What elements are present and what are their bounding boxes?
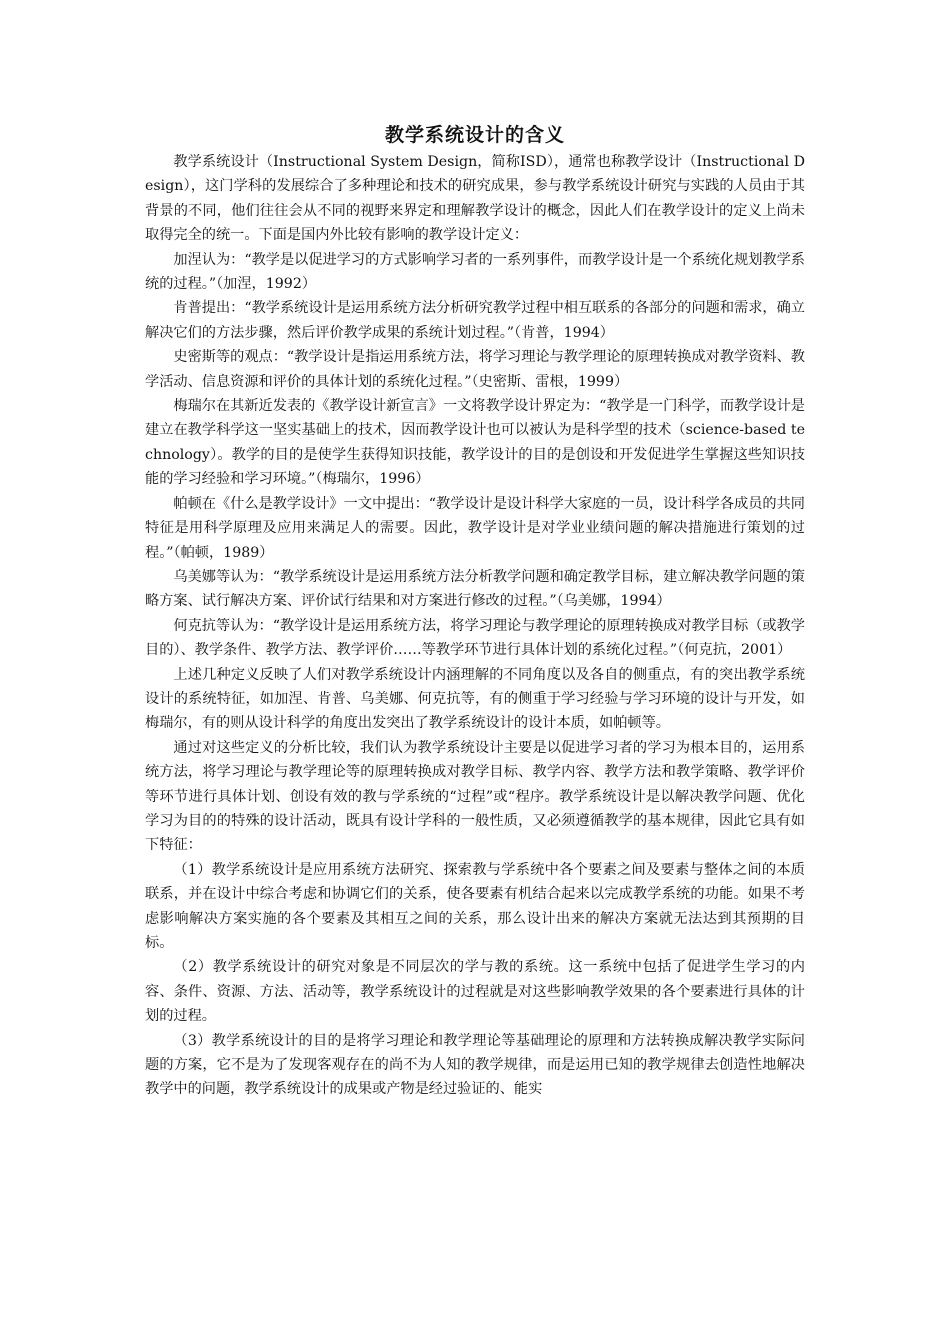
paragraph-merrill: 梅瑞尔在其新近发表的《教学设计新宣言》一文将教学设计界定为：“教学是一门科学，而教学设计是建立在教学科学这一坚实基础上的技术，因而教学设计也可以被认为是科学型的技术（science-based technology）。教学的目的是使学生获得知识技能，教学设计的目的是创设和开发促进学生掌握这些知识技能的学习经验和学习环境。”（梅瑞尔，1996） (145, 398, 805, 488)
paragraph-summary: 上述几种定义反映了人们对教学系统设计内涵理解的不同角度以及各自的侧重点，有的突出教学系统设计的系统特征，如加涅、肯普、乌美娜、何克抗等，有的侧重于学习经验与学习环境的设计与开发，如梅瑞尔，有的则从设计科学的角度出发突出了教学系统设计的设计本质，如帕顿等。 (145, 666, 805, 732)
paragraph-feature-3: （3）教学系统设计的目的是将学习理论和教学理论等基础理论的原理和方法转换成解决教学实际问题的方案，它不是为了发现客观存在的尚不为人知的教学规律，而是运用已知的教学规律去创造性地解决教学中的问题，教学系统设计的成果或产物是经过验证的、能实 (145, 1032, 805, 1098)
paragraph-wu-meina: 乌美娜等认为：“教学系统设计是运用系统方法分析教学问题和确定教学目标，建立解决教学问题的策略方案、试行解决方案、评价试行结果和对方案进行修改的过程。”（乌美娜，1994） (145, 568, 805, 610)
paragraph-patten: 帕顿在《什么是教学设计》一文中提出：“教学设计是设计科学大家庭的一员，设计科学各成员的共同特征是用科学原理及应用来满足人的需要。因此，教学设计是对学业业绩问题的解决措施进行策划的过程。”（帕顿，1989） (145, 495, 805, 561)
document-page (145, 120, 805, 1102)
document-title: 教学系统设计的含义 (384, 124, 565, 146)
paragraph-smith: 史密斯等的观点：“教学设计是指运用系统方法，将学习理论与教学理论的原理转换成对教学资料、教学活动、信息资源和评价的具体计划的系统化过程。”（史密斯、雷根，1999） (145, 349, 805, 390)
paragraph-gagne: 加涅认为：“教学是以促进学习的方式影响学习者的一系列事件，而教学设计是一个系统化规划教学系统的过程。”（加涅，1992） (145, 251, 805, 293)
paragraph-kemp: 肯普提出：“教学系统设计是运用系统方法分析研究教学过程中相互联系的各部分的问题和需求，确立解决它们的方法步骤，然后评价教学成果的系统计划过程。”（肯普，1994） (145, 300, 805, 341)
paragraph-feature-2: （2）教学系统设计的研究对象是不同层次的学与教的系统。这一系统中包括了促进学生学习的内容、条件、资源、方法、活动等，教学系统设计的过程就是对这些影响教学效果的各个要素进行具体的计划的过程。 (145, 959, 805, 1025)
paragraph-he-kekang: 何克抗等认为：“教学设计是运用系统方法，将学习理论与教学理论的原理转换成对教学目标（或教学目的）、教学条件、教学方法、教学评价……等教学环节进行具体计划的系统化过程。”（何克抗，2001） (145, 617, 805, 659)
paragraph-feature-1: （1）教学系统设计是应用系统方法研究、探索教与学系统中各个要素之间及要素与整体之间的本质联系，并在设计中综合考虑和协调它们的关系，使各要素有机结合起来以完成教学系统的功能。如果不考虑影响解决方案实施的各个要素及其相互之间的关系，那么设计出来的解决方案就无法达到其预期的目标。 (145, 861, 805, 951)
paragraph-analysis: 通过对这些定义的分析比较，我们认为教学系统设计主要是以促进学习者的学习为根本目的，运用系统方法，将学习理论与教学理论等的原理转换成对教学目标、教学内容、教学方法和教学策略、教学评价等环节进行具体计划、创设有效的教与学系统的“过程”或“程序。教学系统设计是以解决教学问题、优化学习为目的的特殊的设计活动，既具有设计学科的一般性质，又必须遵循教学的基本规律，因此它具有如下特征： (145, 739, 805, 854)
paragraph-intro: 教学系统设计（Instructional System Design，简称ISD），通常也称教学设计（Instructional Design），这门学科的发展综合了多种理论和技术的研究成果，参与教学系统设计研究与实践的人员由于其背景的不同，他们往往会从不同的视野来界定和理解教学设计的概念，因此人们在教学设计的定义上尚未取得完全的统一。下面是国内外比较有影响的教学设计定义： (145, 154, 805, 244)
